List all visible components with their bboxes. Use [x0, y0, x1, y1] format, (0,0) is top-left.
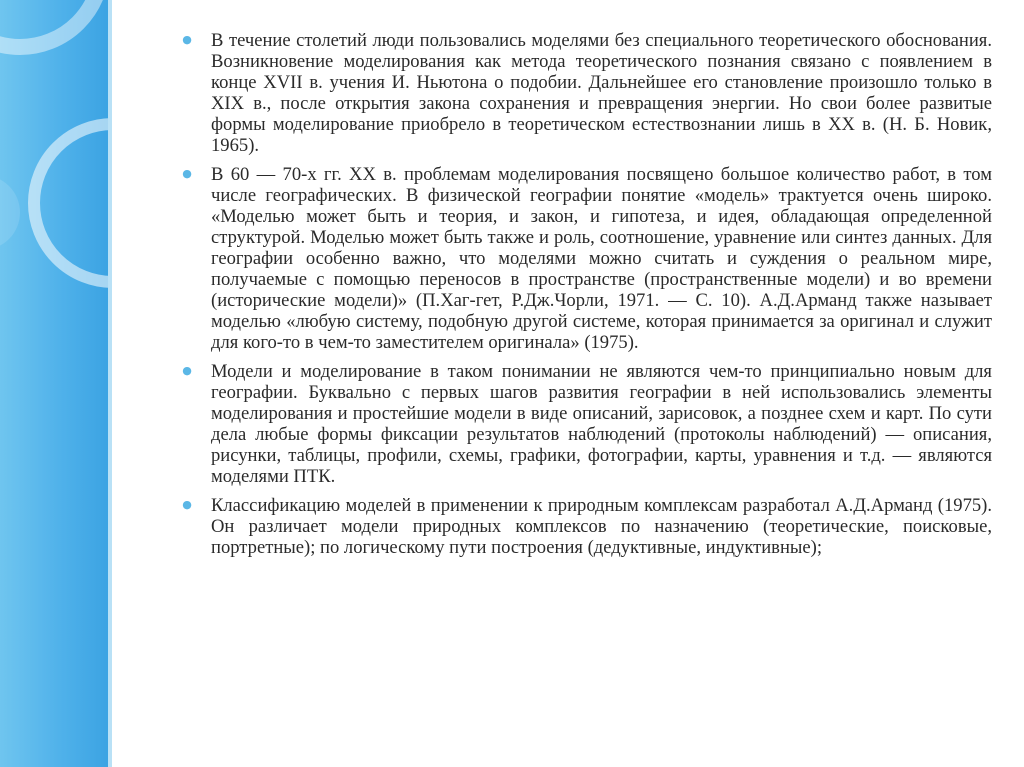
paragraph-text: Модели и моделирование в таком понимании не являются чем-то принципиально новым для географии. Буквально с первых шагов развития географии в ней использовались элементы моделирования и простейшие модели в виде описаний, зарисовок, а позднее схем и карт. По сути дела любые формы фиксации результатов наблюдений (протоколы наблюдений) — описания, рисунки, таблицы, профили, схемы, графики, фотографии, карты, уравнения и т.д. — являются моделями ПТК.	[211, 361, 992, 487]
decorative-side-panel	[0, 0, 112, 767]
bullet-dot-icon: ●	[182, 498, 192, 511]
decorative-ring-top	[0, 0, 110, 55]
paragraph-text: В 60 — 70-х гг. XX в. проблемам моделирования посвящено большое количество работ, в том числе географических. В физической географии понятие «модель» трактуется очень широко. «Моделью может быть и теория, и закон, и гипотеза, и идея, обладающая определенной структурой. Моделью может быть также и роль, соотношение, уравнение или синтез данных. Для географии особенно важно, что моделями можно считать и суждения о реальном мире, получаемые с помощью переносов в пространстве (пространственные модели) и во времени (исторические модели)» (П.Хаг-гет, Р.Дж.Чорли, 1971. — С. 10). А.Д.Арманд также называет моделью «любую систему, подобную другой системе, которая принимается за оригинал и служит для кого-то в чем-то заместителем оригинала» (1975).	[211, 164, 992, 353]
decorative-circle-small	[0, 175, 20, 250]
slide-content	[180, 30, 992, 566]
paragraph-text: Классификацию моделей в применении к природным комплексам разработал А.Д.Арманд (1975). Он различает модели природных комплексов по назначению (теоретические, поисковые, портретные); по логическому пути построения (дедуктивные, индуктивные);	[211, 495, 992, 558]
bullet-dot-icon: ●	[182, 364, 192, 377]
bullet-dot-icon: ●	[182, 167, 192, 180]
decorative-ring-middle	[28, 118, 112, 288]
bullet-paragraph	[180, 361, 992, 487]
side-panel-edge	[108, 0, 112, 767]
bullet-paragraph	[180, 164, 992, 353]
bullet-paragraph	[180, 30, 992, 156]
bullet-dot-icon: ●	[182, 33, 192, 46]
bullet-paragraph	[180, 495, 992, 558]
paragraph-text: В течение столетий люди пользовались моделями без специального теоретического обоснования. Возникновение моделирования как метода теоретического познания связано с появлением в конце XVII в. учения И. Ньютона о подобии. Дальнейшее его становление произошло только в XIX в., после открытия закона сохранения и превращения энергии. Но свои более развитые формы моделирование приобрело в теоретическом естествознании лишь в XX в. (Н. Б. Новик, 1965).	[211, 30, 992, 156]
